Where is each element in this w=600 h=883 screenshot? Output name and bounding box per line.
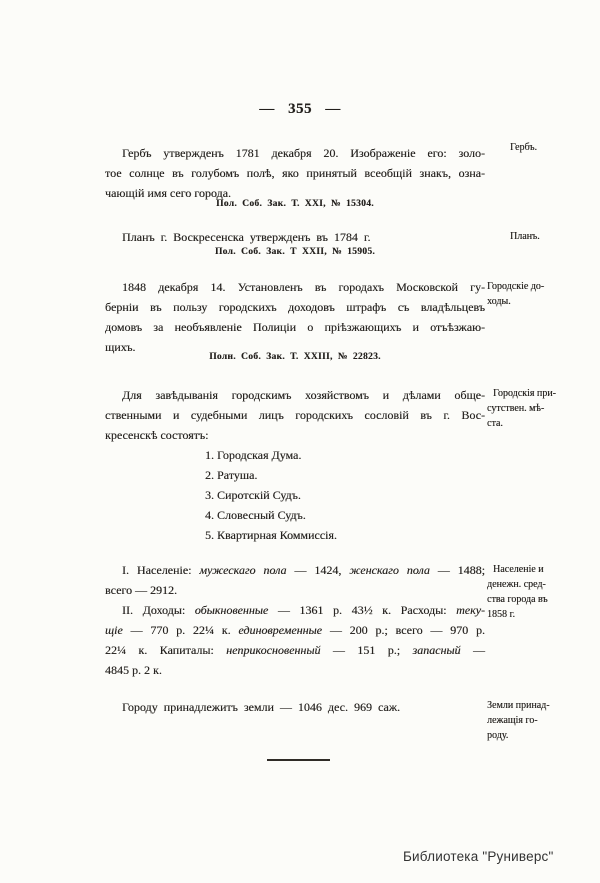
text-line: Городу принадлежитъ земли — 1046 дес. 969 саж.	[122, 700, 401, 714]
text-line: тое солнце въ голубомъ полѣ, яко принятый всеобщій знакъ, озна-	[105, 166, 485, 180]
text-line: домовъ за необъявленіе Полиціи о пріѣзжающихъ и отъѣзжаю-	[105, 320, 485, 334]
text-line: ственными и судебными лицъ городскихъ сословій въ г. Вос-	[105, 408, 485, 422]
paragraph-dohody	[105, 277, 485, 357]
text-segment-italic: женскаго пола	[349, 563, 430, 577]
institutions-list	[205, 445, 475, 545]
margin-note-line: лежащія го-	[487, 715, 538, 726]
margin-note-dohody	[487, 279, 579, 309]
page-number: — 355 —	[259, 101, 341, 117]
text-line	[105, 620, 485, 640]
text-line: 4845 р. 2 к.	[105, 663, 162, 677]
paragraph-stats	[105, 560, 485, 680]
text-segment: — 1424,	[286, 563, 350, 577]
margin-note-line: Населеніе и	[493, 564, 544, 575]
citation-plan: Пол. Соб. Зак. Т XXII, № 15905.	[214, 247, 376, 257]
margin-note-plan: Планъ.	[510, 231, 540, 242]
text-segment: — 1488;	[429, 563, 485, 577]
text-segment: — 1361 р. 43½ к. Расходы:	[268, 603, 457, 617]
list-item: 5. Квартирная Коммиссія.	[205, 528, 337, 542]
margin-note-prisut	[487, 386, 579, 431]
text-segment: — 200 р.; всего — 970 р.	[322, 623, 485, 637]
paragraph-zemli	[105, 697, 485, 717]
margin-note-line: Городскіе до-	[487, 281, 545, 292]
text-line: всего — 2912.	[105, 583, 178, 597]
margin-note-herb: Гербъ.	[510, 142, 537, 153]
text-segment: —	[460, 643, 485, 657]
text-segment-italic: теку-	[456, 603, 486, 617]
margin-note-line: Земли принад-	[487, 700, 550, 711]
text-line	[105, 560, 485, 580]
text-line: берніи въ пользу городскихъ доходовъ штрафъ съ владѣльцевъ	[105, 300, 485, 314]
text-segment-italic: щіе	[105, 623, 123, 637]
text-line: щихъ.	[105, 340, 136, 354]
margin-note-line: Городскія при-	[493, 388, 556, 399]
text-segment-italic: запасный	[412, 643, 461, 657]
text-segment-italic: неприкосновенный	[226, 643, 321, 657]
margin-note-line: ста.	[487, 418, 503, 429]
text-line: Гербъ утвержденъ 1781 декабря 20. Изображеніе его: золо-	[122, 146, 485, 160]
text-line: чающій имя сего города.	[105, 186, 231, 200]
text-segment: I. Населеніе:	[122, 563, 200, 577]
list-item: 3. Сиротскій Судъ.	[205, 488, 301, 502]
text-segment-italic: единовременные	[238, 623, 323, 637]
paragraph-plan	[105, 227, 485, 247]
list-item: 1. Городская Дума.	[205, 448, 302, 462]
margin-note-line: денежн. сред-	[487, 579, 546, 590]
margin-note-line: сутствен. мѣ-	[487, 403, 545, 414]
list-item: 4. Словесный Судъ.	[205, 508, 306, 522]
library-watermark: Библиотека "Руниверс"	[403, 849, 554, 864]
margin-note-zemli	[487, 698, 579, 743]
margin-note-line: ства города въ	[487, 594, 548, 605]
text-segment: 22¼ к. Капиталы:	[105, 643, 227, 657]
text-line: Планъ г. Воскресенска утвержденъ въ 1784 г.	[122, 230, 371, 244]
margin-note-line: 1858 г.	[487, 609, 515, 620]
margin-note-stats	[487, 562, 579, 622]
text-line	[105, 640, 485, 660]
end-rule	[267, 759, 330, 761]
paragraph-herb	[105, 143, 485, 203]
text-segment: — 151 р.;	[320, 643, 413, 657]
text-line: кресенскѣ состоятъ:	[105, 428, 209, 442]
text-line: Для завѣдыванія городскимъ хозяйствомъ и дѣлами обще-	[122, 388, 485, 402]
text-line: 1848 декабря 14. Установленъ въ городахъ Московской гу-	[122, 280, 485, 294]
text-segment-italic: обыкновенные	[194, 603, 269, 617]
text-line	[105, 600, 485, 620]
paragraph-prisut	[105, 385, 485, 445]
list-item: 2. Ратуша.	[205, 468, 258, 482]
text-segment-italic: мужескаго пола	[199, 563, 287, 577]
margin-note-line: ходы.	[487, 296, 511, 307]
citation-herb: Пол. Соб. Зак. Т. XXI, № 15304.	[216, 199, 374, 209]
text-segment: II. Доходы:	[122, 603, 195, 617]
text-segment: — 770 р. 22¼ к.	[122, 623, 239, 637]
citation-dohody: Полн. Соб. Зак. Т. XXIII, № 22823.	[209, 352, 381, 362]
margin-note-line: роду.	[487, 730, 509, 741]
